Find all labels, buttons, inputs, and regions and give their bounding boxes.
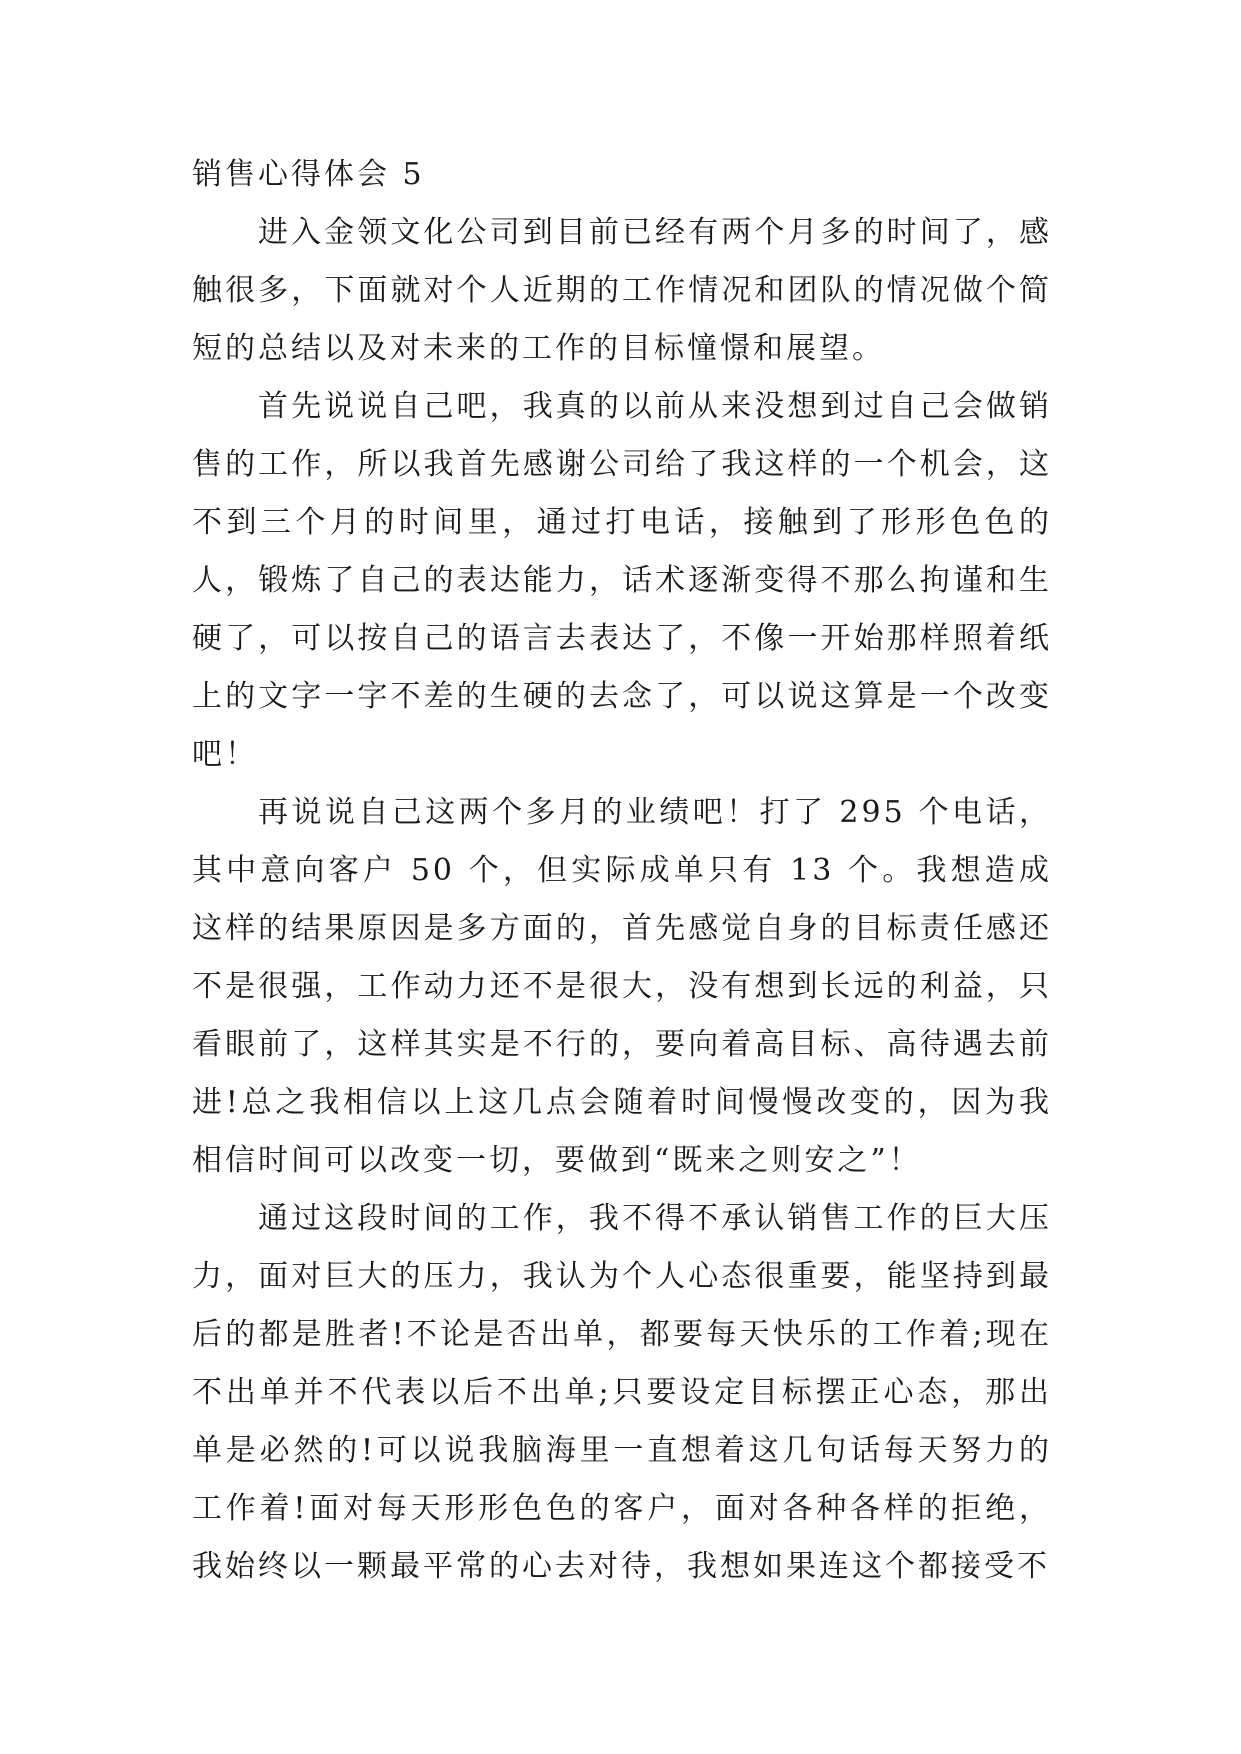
paragraph-intro: 进入金领文化公司到目前已经有两个月多的时间了，感触很多，下面就对个人近期的工作情况和团队的情况做个简短的总结以及对未来的工作的目标憧憬和展望。 xyxy=(192,215,1052,366)
paragraph-self-reflection: 首先说说自己吧，我真的以前从来没想到过自己会做销售的工作，所以我首先感谢公司给了我这样的一个机会，这不到三个月的时间里，通过打电话，接触到了形形色色的人，锻炼了自己的表达能力，话术逐渐变得不那么拘谨和生硬了，可以按自己的语言去表达了，不像一开始那样照着纸上的文字一字不差的生硬的去念了，可以说这算是一个改变吧！ xyxy=(192,389,1052,772)
paragraph-pressure-mindset: 通过这段时间的工作，我不得不承认销售工作的巨大压力，面对巨大的压力，我认为个人心态很重要，能坚持到最后的都是胜者!不论是否出单，都要每天快乐的工作着;现在不出单并不代表以后不出单;只要设定目标摆正心态，那出单是必然的!可以说我脑海里一直想着这几句话每天努力的工作着!面对每天形形色色的客户，面对各种各样的拒绝，我始终以一颗最平常的心去对待，我想如果连这个都接受不 xyxy=(192,1201,1052,1584)
paragraph-performance: 再说说自己这两个多月的业绩吧！打了 295 个电话，其中意向客户 50 个，但实际成单只有 13 个。我想造成这样的结果原因是多方面的，首先感觉自身的目标责任感还不是很强，工作动力还不是很大，没有想到长远的利益，只看眼前了，这样其实是不行的，要向着高目标、高待遇去前进!总之我相信以上这几点会随着时间慢慢改变的，因为我相信时间可以改变一切，要做到“既来之则安之”！ xyxy=(192,795,1052,1178)
document-body xyxy=(192,146,1052,1596)
document-title: 销售心得体会 5 xyxy=(192,157,425,192)
